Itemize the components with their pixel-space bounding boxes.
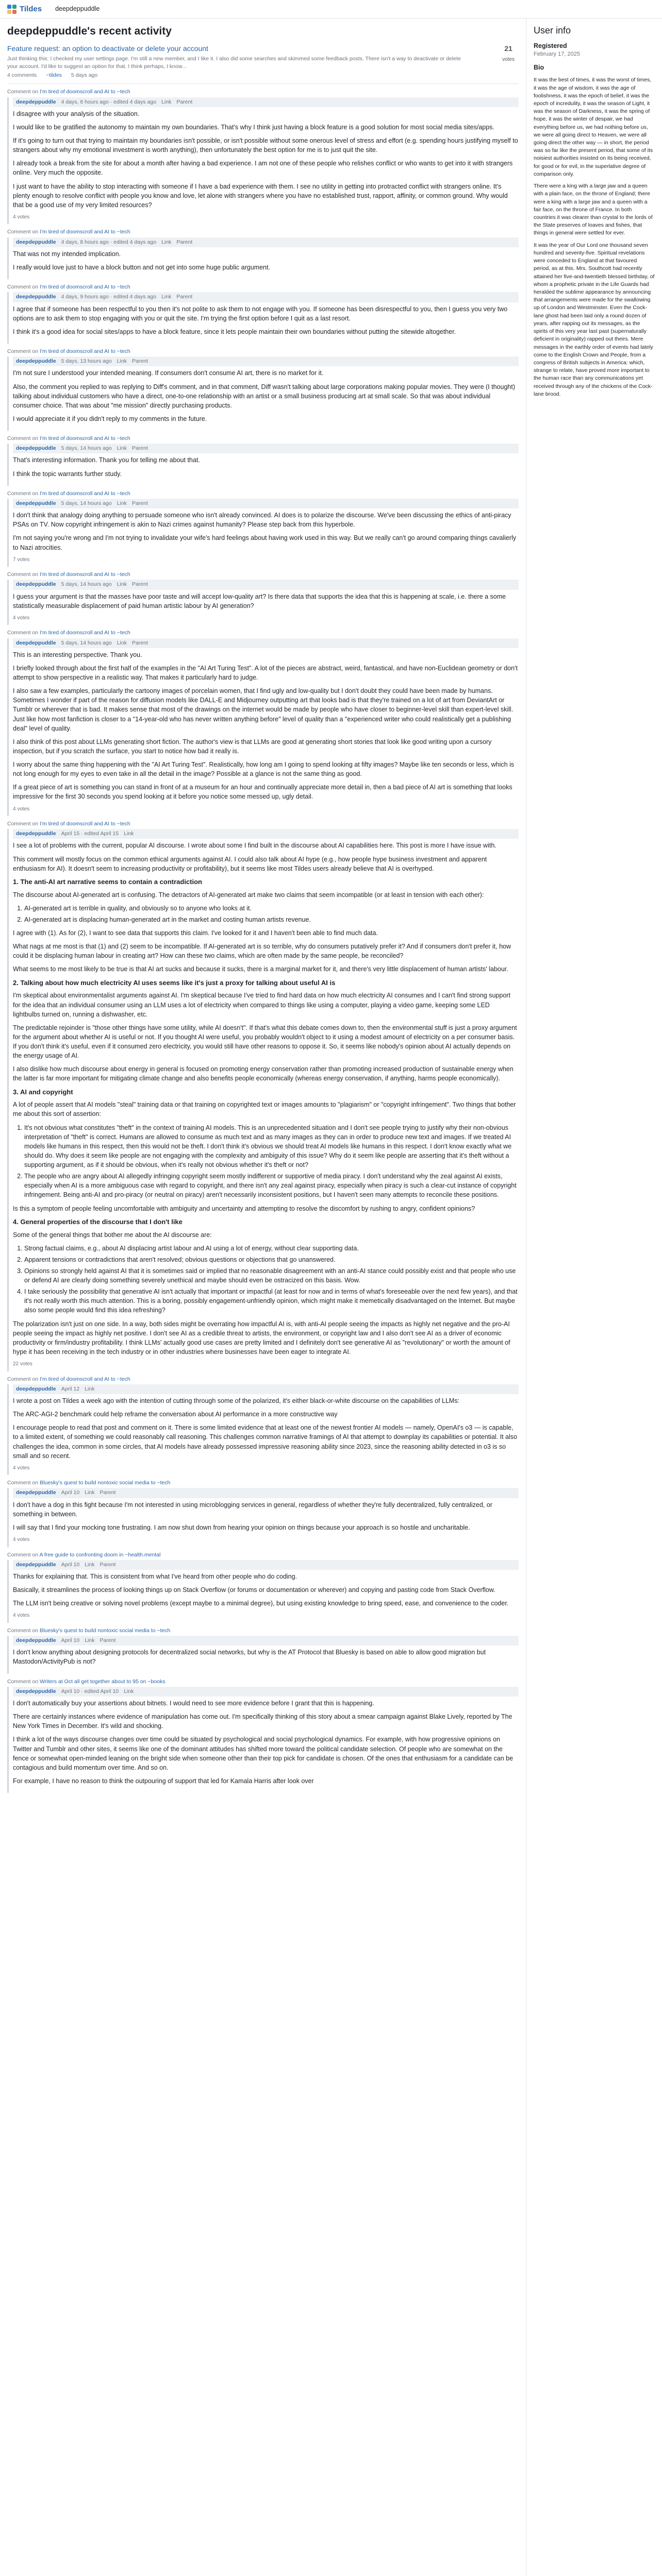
- comment-header: [13, 829, 519, 839]
- comment-context: [7, 435, 519, 443]
- comment-list-block: [24, 904, 519, 924]
- comment-paragraph: The ARC-AGI-2 benchmark could help reframe the conversation about AI performance in a more constructive way: [13, 1411, 338, 1418]
- comment-context-link[interactable]: I'm tired of doomscroll and AI to ~tech: [40, 630, 130, 636]
- comment-paragraph: The LLM isn't being creative or solving novel problems (except maybe to a minimal degree), but using existing knowledge to bring speed, ease, and convenience to the coder.: [13, 1600, 509, 1607]
- comment-context: [7, 1678, 519, 1686]
- comment-context-prefix: Comment on: [7, 348, 39, 354]
- topic-title-link[interactable]: Feature request: an option to deactivate or delete your account: [7, 44, 208, 53]
- comment-context-prefix: Comment on: [7, 435, 39, 442]
- comment-header: [13, 238, 519, 247]
- comment-list-item: 2. The people who are angry about AI allegedly infringing copyright seem mostly indifferent or supportive of media piracy. I don't understand why the zeal against AI exists, especially when AI is a more ambiguous case with regard to copyright, and there isn't any zeal against piracy, especially when piracy is such a clear-cut instance of copyright infringement. Being anti-AI and pro-piracy (or neutral on piracy) aren't necessarily inconsistent positions, but I haven't seen many attempts to reconcile these positions.: [24, 1172, 519, 1199]
- comment-context-prefix: Comment on: [7, 630, 39, 636]
- comment-timestamp: 4 days, 8 hours ago · edited 4 days ago: [61, 239, 157, 245]
- comment-header: [13, 1560, 519, 1570]
- comment-parent-link[interactable]: Parent: [176, 294, 193, 300]
- comment-context-link[interactable]: I'm tired of doomscroll and AI to ~tech: [40, 435, 130, 442]
- comment-author-link[interactable]: deepdeppuddle: [16, 500, 56, 506]
- comment-context: [7, 820, 519, 828]
- comment-link-link[interactable]: Link: [161, 98, 172, 105]
- comment-section-heading: 2. Talking about how much electricity AI uses seems like it's just a proxy for talking about useful AI is: [13, 978, 336, 987]
- comment-context: [7, 490, 519, 498]
- comment-parent-link[interactable]: Parent: [100, 1637, 116, 1644]
- comment-vote-count: 4 votes: [13, 1537, 30, 1543]
- comment: [7, 1384, 519, 1475]
- comment-link-link[interactable]: Link: [117, 445, 127, 452]
- comment: [7, 238, 519, 279]
- comment-header: [13, 97, 519, 107]
- comment-parent-link[interactable]: Parent: [176, 239, 193, 245]
- comment-context-link[interactable]: I'm tired of doomscroll and AI to ~tech: [40, 348, 130, 354]
- comment-paragraph: I don't think that analogy doing anything to persuade someone who isn't already convinced. AI does is to polarize the discourse. We've been discussing the ethics of anti-piracy PSAs on TV. Now copyright infringement is akin to Nazi crimes against humanity? Please step back from this hyperbole.: [13, 512, 511, 529]
- comment: [7, 1687, 519, 1793]
- comment-context-prefix: Comment on: [7, 1480, 39, 1486]
- comment-context-prefix: Comment on: [7, 89, 39, 95]
- comment-paragraph: There are certainly instances where evidence of manipulation has come out. I'm specifically thinking of this story about a smear campaign against Blake Lively, reported by The New York Times in December. It's wild and shocking.: [13, 1713, 512, 1730]
- comment: [7, 499, 519, 567]
- comment-paragraph: I worry about the same thing happening with the "AI Art Turing Test". Realistically, how long am I going to spend looking at fifty images? Maybe like ten seconds or less, which is not long enough for my eyes to even take in all the detail in the image? Possible at a glance is not the same thing as good.: [13, 761, 515, 778]
- comment-paragraph: I think a lot of the ways discourse changes over time could be situated by psychological and social psychological dynamics. For example, with how progressive opinions on Twitter and Tumblr and other sites, it seems like one of the dominant attitudes has shifted more toward the political candidate selection. Of people who are somewhat on the fence or somewhat open-minded leaning on the bright side when someone other than their top pick for candidate is chosen. Of the ones that enthusiasm for a candidate can be contagious and build momentum over time. And so on.: [13, 1736, 514, 1771]
- comment-timestamp: April 10: [61, 1637, 80, 1644]
- comment-paragraph: I'm skeptical about environmentalist arguments against AI. I'm skeptical because I've tried to find hard data on how much electricity AI consumes and I can't find strong support for the idea that an individual consumer using an LLM uses a lot of electricity when compared to things like using a computer, playing a video game, keeping some LED lightbulbs turned on, running a dishwasher, etc.: [13, 992, 510, 1018]
- comment: [7, 638, 519, 816]
- comment-paragraph: I guess your argument is that the masses have poor taste and will accept low-quality art? Is there data that supports the idea that this is happening at scale, i.e. there a some statistically measurable displacement of paid human artistic labour by AI generation?: [13, 592, 506, 609]
- comment-list-item: 2. Apparent tensions or contradictions that aren't resolved; obvious questions or objections that go unanswered.: [24, 1255, 519, 1264]
- comment-context-prefix: Comment on: [7, 284, 39, 291]
- comment-timestamp: April 10: [61, 1561, 80, 1568]
- comment-paragraph: The predictable rejoinder is "those other things have some utility, while AI doesn't". If that's what this debate comes down to, then the environmental stuff is just a proxy argument for the argument about whether AI is useful or not. If you thought AI were useful, you probably wouldn't object to it using a modest amount of electricity on a per consumer basis. If you don't think it's useful, even if it consumed zero electricity, you would still have other reasons to oppose it. So, it seems like nobody's opinion about AI actually depends on the energy usage of AI.: [13, 1024, 517, 1060]
- comment-paragraph: I don't automatically buy your assertions about bitnets. I would need to see more evidence before I grant that this is happening.: [13, 1700, 374, 1707]
- comment-author-link[interactable]: deepdeppuddle: [16, 1561, 56, 1568]
- comment-paragraph: I don't have a dog in this fight because I'm not interested in using microblogging services in general, regardless of whether they're fully decentralized, fully centralized, or something in between.: [13, 1501, 492, 1518]
- comment-link-link[interactable]: Link: [161, 294, 172, 300]
- comment-paragraph: This is an interesting perspective. Thank you.: [13, 651, 142, 658]
- topic-posted-time: 5 days ago: [71, 72, 98, 79]
- page-title: deepdeppuddle's recent activity: [7, 25, 172, 37]
- comment-vote-count: 22 votes: [13, 1361, 32, 1367]
- comment-paragraph: I think it's a good idea for social sites/apps to have a block feature, since it lets people maintain their own boundaries without putting the sitewide altogether.: [13, 328, 456, 335]
- comment-context: [7, 1551, 519, 1559]
- comment-context: [7, 1627, 519, 1635]
- comment-link-link[interactable]: Link: [85, 1637, 95, 1644]
- comment-author-link[interactable]: deepdeppuddle: [16, 98, 56, 105]
- comment-timestamp: April 10 · edited April 10: [61, 1688, 119, 1694]
- comment-section-heading: 3. AI and copyright: [13, 1088, 73, 1096]
- comment-context-link[interactable]: I'm tired of doomscroll and AI to ~tech: [40, 284, 130, 291]
- comment-link-link[interactable]: Link: [117, 500, 127, 506]
- comment-header: [13, 1687, 519, 1697]
- comment: [7, 292, 519, 344]
- main-content: [0, 19, 526, 2576]
- comment-context: [7, 629, 519, 637]
- comment-timestamp: April 12: [61, 1385, 80, 1392]
- tildes-logo[interactable]: [7, 4, 42, 15]
- comment-paragraph: A lot of people assert that AI models "steal" training data or that training on copyrighted text or images amounts to "plagiarism" or "copyright infringement". Two things that bother me about this sort of assertion:: [13, 1101, 516, 1118]
- comment-context-link[interactable]: I'm tired of doomscroll and AI to ~tech: [40, 229, 130, 235]
- comment-author-link[interactable]: deepdeppuddle: [16, 239, 56, 245]
- comment-link-link[interactable]: Link: [124, 831, 134, 837]
- comment-paragraph: I also dislike how much discourse about energy in general is focused on promoting energy conservation rather than promoting increased production of sustainable energy when the latter is far more important for mitigating climate change and also benefits people economically (whereas energy conservation, if anything, harms people economically).: [13, 1065, 514, 1082]
- comment: [7, 444, 519, 485]
- comment-paragraph: I'm not saying you're wrong and I'm not trying to invalidate your wife's hard feelings about having work used in this way. But we really can't go around comparing things cavalierly to Nazi atrocities.: [13, 534, 517, 551]
- comment-paragraph: I just want to have the ability to stop interacting with someone if I have a bad experience with them. I see no utility in getting into protracted conflict with strangers online. It's plenty enough to resolve conflict with people you know and love, let alone with strangers where you have no established trust, rapport, affinity, or common ground. Why would that be a good use of my very limited resources?: [13, 182, 508, 209]
- comment-paragraph: Thanks for explaining that. This is consistent from what I've heard from other people who do coding.: [13, 1573, 297, 1581]
- comment-header: [13, 292, 519, 302]
- comment-timestamp: April 15 · edited April 15: [61, 831, 119, 837]
- comment-paragraph: I really would love just to have a block button and not get into some huge public argument.: [13, 264, 270, 272]
- comment-vote-count: 4 votes: [13, 214, 30, 220]
- comment-list-item: 1. Strong factual claims, e.g., about AI displacing artist labour and AI using a lot of energy, without clear supporting data.: [24, 1244, 519, 1253]
- comment-header: [13, 444, 519, 453]
- comment-header: [13, 638, 519, 648]
- bio-paragraph: It was the year of Our Lord one thousand seven hundred and seventy-five. Spiritual revelations were conceded to England at that favoured period, as at this. Mrs. Southcott had recently attained her five-and-twentieth blessed birthday, of whom a prophetic private in the Life Guards had heralded the sublime appearance by announcing that arrangements were made for the swallowing up of London and Westminster. Even the Cock-lane ghost had been laid only a round dozen of years, after rapping out its messages, as the spirits of this very year last past (supernaturally deficient in originality) rapped out theirs. Mere messages in the earthly order of events had lately come to the English Crown and People, from a congress of British subjects in America: which, strange to relate, have proved more important to the human race than any communications yet received through any of the chickens of the Cock-lane brood.: [534, 242, 655, 397]
- topic-group-link[interactable]: ~tildes: [46, 72, 62, 79]
- comment-context-prefix: Comment on: [7, 1551, 39, 1558]
- comment-context-prefix: Comment on: [7, 1627, 39, 1634]
- top-bar: [0, 0, 662, 19]
- topic-meta: [7, 72, 461, 79]
- comment-context-link[interactable]: I'm tired of doomscroll and AI to ~tech: [40, 89, 130, 95]
- comment-context-link[interactable]: Writers at Oct all get together about to 95 on ~books: [40, 1678, 166, 1685]
- comment-header: [13, 1636, 519, 1646]
- topic-comments-link[interactable]: 4 comments: [7, 72, 37, 79]
- comment-context-prefix: Comment on: [7, 571, 39, 578]
- comment-timestamp: 4 days, 9 hours ago · edited 4 days ago: [61, 294, 157, 300]
- topic-vote-count: 21: [504, 44, 512, 53]
- comment-context-link[interactable]: A free guide to confronting doom in ~health.mental: [39, 1551, 161, 1558]
- comment-link-link[interactable]: Link: [85, 1489, 95, 1496]
- comment-paragraph: I would appreciate it if you didn't reply to my comments in the future.: [13, 415, 207, 422]
- comment-timestamp: April 10: [61, 1489, 80, 1496]
- comment-paragraph: Is this a symptom of people feeling uncomfortable with ambiguity and uncertainty and attempting to resolve the discomfort by rushing to angry, confident opinions?: [13, 1205, 475, 1212]
- comment-paragraph: What seems to me most likely to be true is that AI art sucks and because it sucks, there is a marginal market for it, and there's very little displacement of human artists' labour.: [13, 965, 508, 973]
- topic-description: Just thinking this: I checked my user settings page. I'm still a new member, and I like it. I also did some searches and skimmed some feedback posts. There isn't a way to deactivate or delete your account. I'd like to suggest an option for that. I think perhaps, I know...: [7, 55, 461, 70]
- comment-context-prefix: Comment on: [7, 1376, 39, 1382]
- bio-label: Bio: [534, 64, 544, 72]
- bio-text: [534, 76, 655, 398]
- comment-parent-link[interactable]: Parent: [131, 358, 148, 365]
- comment-context-link[interactable]: I'm tired of doomscroll and AI to ~tech: [40, 821, 130, 827]
- comment-parent-link[interactable]: Parent: [131, 581, 148, 588]
- comment-paragraph: That was not my intended implication.: [13, 250, 121, 258]
- comment-parent-link[interactable]: Parent: [100, 1561, 116, 1568]
- comment-author-link[interactable]: deepdeppuddle: [16, 639, 56, 646]
- comment-context: [7, 1479, 519, 1487]
- comment-paragraph: I think the topic warrants further study.: [13, 470, 122, 478]
- comment-paragraph: I agree that if someone has been respectful to you then it's not polite to ask them to not engage with you. If someone has been disrespectful to you, then I guess you very two options are to ask them to stop engaging with you or quit the site. I'm trying the first option before I quit as a last resort.: [13, 305, 508, 322]
- comment-header: [13, 580, 519, 589]
- comment-paragraph: Basically, it streamlines the process of looking things up on Stack Overflow (or forums or documentation or wherever) and copying and pasting code from Stack Overflow.: [13, 1586, 495, 1594]
- comment-timestamp: 5 days, 14 hours ago: [61, 500, 112, 506]
- bio-paragraph: It was the best of times, it was the worst of times, it was the age of wisdom, it was the age of foolishness, it was the epoch of belief, it was the epoch of incredulity, it was the season of Light, it was the season of Darkness, it was the spring of hope, it was the winter of despair, we had everything before us, we had nothing before us, we were all going direct to Heaven, we were all going direct the other way — in short, the period was so far like the present period, that some of its noisiest authorities insisted on its being received, for good or for evil, in the superlative degree of comparison only.: [534, 77, 653, 177]
- comment-paragraph: Some of the general things that bother me about the AI discourse are:: [13, 1231, 212, 1239]
- comment-link-link[interactable]: Link: [85, 1385, 95, 1392]
- comment-author-link[interactable]: deepdeppuddle: [16, 1637, 56, 1644]
- comment-context: [7, 283, 519, 291]
- comment-vote-count: 4 votes: [13, 1613, 30, 1619]
- comment: [7, 1488, 519, 1547]
- comment-paragraph: The discourse about AI-generated art is confusing. The detractors of AI-generated art make two claims that seem incompatible (or at least in tension with each other):: [13, 891, 484, 899]
- comment-paragraph: I briefly looked through about the first half of the examples in the "AI Art Turing Test". A lot of the pieces are abstract, weird, fantastical, and have non-Euclidean geometry or don't attempt to show perspective in a realistic way. That makes it particularly hard to judge.: [13, 664, 518, 682]
- comment-paragraph: This comment will mostly focus on the common ethical arguments against AI. I could also talk about AI hype (e.g., how people hype business investment and apparent enthusiasm for AI). It doesn't seem to increasing productivity or profitability), but it seems like most Tildes users already believe that AI is overhyped.: [13, 855, 487, 872]
- comment-header: [13, 357, 519, 366]
- registered-label: Registered: [534, 42, 567, 50]
- comment-author-link[interactable]: deepdeppuddle: [16, 1489, 56, 1496]
- sidebar-title: User info: [534, 25, 571, 36]
- comment-parent-link[interactable]: Parent: [131, 639, 148, 646]
- comment: [7, 1560, 519, 1623]
- comment: [7, 829, 519, 1371]
- comment-timestamp: 5 days, 13 hours ago: [61, 358, 112, 365]
- comment-paragraph: I agree with (1). As for (2), I want to see data that supports this claim. I've looked for it and I haven't been able to find much data.: [13, 929, 378, 937]
- comment: [7, 97, 519, 225]
- comment-parent-link[interactable]: Parent: [131, 445, 148, 452]
- comment-timestamp: 5 days, 14 hours ago: [61, 639, 112, 646]
- comment-author-link[interactable]: deepdeppuddle: [16, 831, 56, 837]
- comment-paragraph: I will say that I find your mocking tone frustrating. I am now shut down from hearing your opinion on things because your approach is so hostile and uncharitable.: [13, 1523, 470, 1531]
- comment-author-link[interactable]: deepdeppuddle: [16, 581, 56, 588]
- comment-author-link[interactable]: deepdeppuddle: [16, 445, 56, 452]
- comment-author-link[interactable]: deepdeppuddle: [16, 358, 56, 365]
- comment-list-block: [24, 1123, 519, 1200]
- comment-link-link[interactable]: Link: [124, 1688, 134, 1694]
- comment-context: [7, 348, 519, 355]
- comment-context: [7, 1376, 519, 1383]
- current-username[interactable]: deepdeppuddle: [55, 5, 100, 13]
- comment: [7, 1636, 519, 1673]
- comment-vote-count: 7 votes: [13, 556, 30, 563]
- comment-list-item: 1. AI-generated art is terrible in quality, and obviously so to anyone who looks at it.: [24, 904, 519, 913]
- comment-context-link[interactable]: I'm tired of doomscroll and AI to ~tech: [40, 1376, 130, 1382]
- comment-author-link[interactable]: deepdeppuddle: [16, 294, 56, 300]
- comment-parent-link[interactable]: Parent: [131, 500, 148, 506]
- comment-context: [7, 88, 519, 96]
- comment-context-link[interactable]: I'm tired of doomscroll and AI to ~tech: [40, 490, 130, 497]
- comment-paragraph: I wrote a post on Tildes a week ago with the intention of cutting through some of the polarized, it's either black-or-white discourse on the capabilities of LLMs:: [13, 1397, 460, 1405]
- comment-list-item: 2. AI-generated art is displacing human-generated art in the market and costing human artists revenue.: [24, 915, 519, 924]
- topic-vote-label: votes: [502, 56, 515, 62]
- registered-date: February 17, 2025: [534, 51, 580, 58]
- comment-context-prefix: Comment on: [7, 490, 39, 497]
- comment-paragraph: I encourage people to read that post and comment on it. There is some limited evidence that at least one of the newest frontier AI models — namely, OpenAI's o3 — is capable, to a limited extent, of something we could reasonably call reasoning. This challenges common narrative framings of AI that attempt to downplay its capabilities or potential. It also challenges the idea, common in some circles, that AI models have already possessed impressive reasoning ability since 2023, since the reasoning ability detected in o3 is so small and so recent.: [13, 1424, 518, 1460]
- comment-header: [13, 1384, 519, 1394]
- comment: [7, 580, 519, 625]
- bio-paragraph: There were a king with a large jaw and a queen with a plain face, on the throne of England; there were a king with a large jaw and a queen with a fair face, on the throne of France. In both countries it was clearer than crystal to the lords of the State preserves of loaves and fishes, that things in general were settled for ever.: [534, 183, 653, 236]
- comment-header: [13, 499, 519, 509]
- comment-context-prefix: Comment on: [7, 821, 39, 827]
- comment-link-link[interactable]: Link: [161, 239, 172, 245]
- comment-context-prefix: Comment on: [7, 1678, 39, 1685]
- comment-link-link[interactable]: Link: [117, 358, 127, 365]
- comment-vote-count: 4 votes: [13, 806, 30, 812]
- comment-link-link[interactable]: Link: [117, 639, 127, 646]
- comment-paragraph: If a great piece of art is something you can stand in front of at a museum for an hour and continually appreciate more detail in, then a bad piece of AI art is something that looks impressive for the first 30 seconds you spend looking at it before you notice some messed up, ugly detail.: [13, 784, 512, 801]
- comment-context-prefix: Comment on: [7, 229, 39, 235]
- comment-paragraph: I'm not sure I understood your intended meaning. If consumers don't consume AI art, there is no market for it.: [13, 369, 324, 377]
- comment-context-link[interactable]: I'm tired of doomscroll and AI to ~tech: [40, 571, 130, 578]
- comment-timestamp: 4 days, 6 hours ago · edited 4 days ago: [61, 98, 157, 105]
- comment-list-item: 1. It's not obvious what constitutes "theft" in the context of training AI models. This is an unprecedented situation and I don't see people trying to justify why their non-obvious interpretation of "theft" is correct. Humans are allowed to consume as much text and as many images as they can in order to produce new text and images. If we treated AI models like humans in this respect, then this would not be theft. I don't think it's obvious we should treat AI models like humans in this respect. I don't know exactly what we should do. Why does it seem like people are not engaging with the complexity and ambiguity of this issue? Why do it seem like people are asserting that it's theft without a supporting argument, as if it should be obvious, when it's really not obvious whether it's theft or not?: [24, 1123, 519, 1170]
- comment-author-link[interactable]: deepdeppuddle: [16, 1688, 56, 1694]
- comment-context-link[interactable]: Bluesky's quest to build nontoxic social media to ~tech: [40, 1627, 171, 1634]
- comment-paragraph: I see a lot of problems with the current, popular AI discourse. I wrote about some I find built in the discourse about AI capabilities here. This post is more I have issue with.: [13, 842, 496, 850]
- comment-section-heading: 4. General properties of the discourse that I don't like: [13, 1217, 183, 1226]
- comment-paragraph: I already took a break from the site for about a month after having a bad experience. I am not one of these people who relishes conflict or who wants to get into it with strangers online. Very much the opposite.: [13, 160, 513, 177]
- comment-context: [7, 571, 519, 579]
- comment-context: [7, 228, 519, 236]
- comment-link-link[interactable]: Link: [85, 1561, 95, 1568]
- sidebar-user-info: [526, 19, 662, 2576]
- comment-paragraph: The polarization isn't just on one side. In a way, both sides might be overrating how impactful AI is, with anti-AI people seeing the impacts as highly net negative and the pro-AI people seeing the impact as highly net positive. I don't see AI as a credible threat to artists, the environment, or copyright law and I also don't see AI as a driver of economic productivity or firm/industry profitability. I think LLMs' actually good use cases are pretty limited and I definitely don't see generative AI as "revolutionary" or worth the amount of hype it has been receiving in the tech industry or in other industries where businesses have been eager to integrate AI.: [13, 1320, 510, 1355]
- comment-paragraph: I would like to be gratified the autonomy to maintain my own boundaries. That's why I think just having a block feature is a good solution for most social media sites/apps.: [13, 123, 494, 131]
- comment-paragraph: For example, I have no reason to think the outpouring of support that led for Kamala Harris after look over: [13, 1777, 314, 1785]
- comment-list-item: 4. I take seriously the possibility that generative AI isn't actually that important or impactful (at least for now and in terms of what's foreseeable over the next few years), and that it's not really worth this much attention. This is a boring, possibly engagement-unfriendly opinion, which might make it memetically disadvantaged on the Internet. But maybe also some people would find this idea refreshing?: [24, 1287, 519, 1315]
- comment-vote-count: 4 votes: [13, 615, 30, 621]
- comment-list-block: [24, 1244, 519, 1315]
- comment-paragraph: I disagree with your analysis of the situation.: [13, 110, 140, 117]
- comment-paragraph: That's interesting information. Thank you for telling me about that.: [13, 456, 200, 464]
- comment-paragraph: If it's going to turn out that trying to maintain my boundaries isn't possible, or isn't possible without some onerous level of stress and effort (e.g. spending hours justifying myself to strangers about why my emotional investment is worth anything), then unfortunately the best option for me is to just quit the site.: [13, 137, 518, 154]
- comment-paragraph: I also think of this post about LLMs generating short fiction. The author's view is that LLMs are good at generating short stories that look like good writing upon a cursory inspection, but if you scratch the surface, you start to notice how bad it really is.: [13, 738, 492, 755]
- app-name: Tildes: [20, 4, 42, 13]
- comment-vote-count: 4 votes: [13, 1465, 30, 1471]
- comment-parent-link[interactable]: Parent: [100, 1489, 116, 1496]
- comment-context-link[interactable]: Bluesky's quest to build nontoxic social media to ~tech: [40, 1480, 171, 1486]
- topic-item: [7, 43, 519, 84]
- tildes-logo-icon: [7, 5, 16, 14]
- comment-paragraph: I don't know anything about designing protocols for decentralized social networks, but why is the AT Protocol that Bluesky is based on able to allow good migration but Mastodon/ActivityPub is not?: [13, 1649, 486, 1666]
- comment-section-heading: 1. The anti-AI art narrative seems to contain a contradiction: [13, 877, 202, 886]
- topic-vote-button[interactable]: [498, 43, 519, 79]
- comment-timestamp: 5 days, 14 hours ago: [61, 581, 112, 588]
- comment-author-link[interactable]: deepdeppuddle: [16, 1385, 56, 1392]
- comment-list-item: 3. Opinions so strongly held against AI that it is sometimes said or implied that no reasonable disagreement with an anti-AI stance could possibly exist and that people who use or defend AI are clearly doing something severely unethical and maybe should even be ostracized on this basis. Wow.: [24, 1266, 519, 1285]
- comment-paragraph: What nags at me most is that (1) and (2) seem to be incompatible. If AI-generated art is so terrible, why do consumers putatively prefer it? And if consumers don't prefer it, how could it be displacing human labour in creating art? How can these two claims, which are often made by the same people, be reconciled?: [13, 943, 511, 960]
- comment-timestamp: 5 days, 14 hours ago: [61, 445, 112, 452]
- comment-paragraph: Also, the comment you replied to was replying to Diff's comment, and in that comment, Diff wasn't talking about large corporations making popular movies. They were (I thought) talking about individual customers who have a direct, one-to-one relationship with an artist or a small business producing art at small scale. So that was about individual consumer choice. That was about "me mission" directly purchasing products.: [13, 383, 515, 409]
- comment: [7, 357, 519, 431]
- comment-parent-link[interactable]: Parent: [176, 98, 193, 105]
- comment-link-link[interactable]: Link: [117, 581, 127, 588]
- comment-list: [7, 88, 519, 1793]
- comment-paragraph: I also saw a few examples, particularly the cartoony images of porcelain women, that I find ugly and low-quality but I don't doubt they could have been made by humans. Sometimes I wonder if part of the reason for diffusion models like DALL-E and Midjourney outputting art that looks bad is that they're trained on a lot of art from DeviantArt or Tumblr or wherever that is bad. It makes sense that most of the drawings on the internet would be made by people who have closer to beginner-level skill than expert-level skill. Just like how most fanfiction is closer to a "14-year-old who has never written anything before" level of quality than a "experienced writer who could realistically get a publishing deal" level of quality.: [13, 687, 514, 732]
- comment-header: [13, 1488, 519, 1498]
